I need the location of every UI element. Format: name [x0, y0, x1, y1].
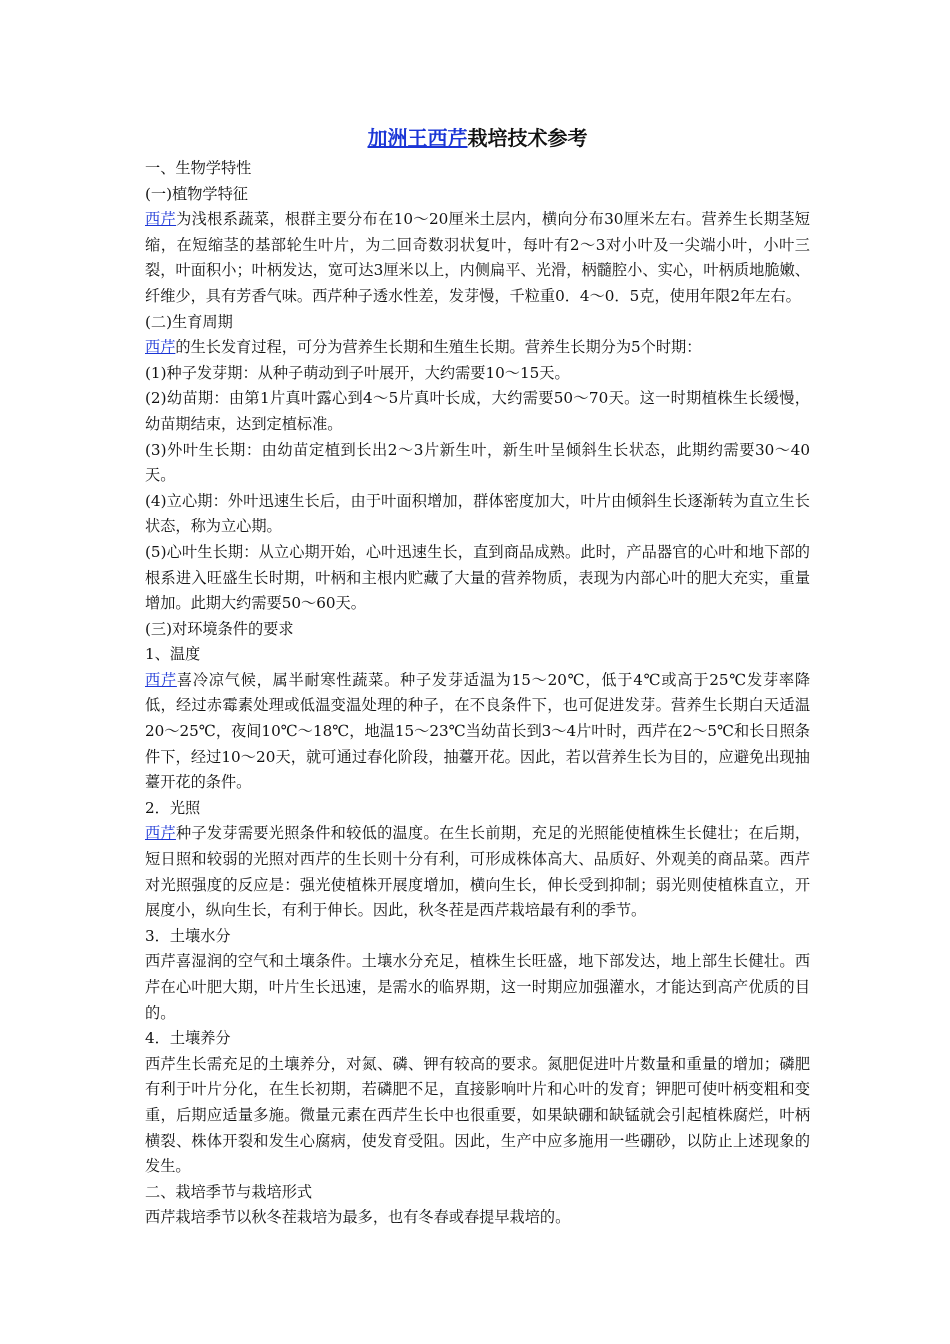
paragraph — [145, 540, 810, 617]
xiqin-link[interactable]: 西芹 — [145, 338, 176, 357]
title-link[interactable]: 加洲王西芹 — [367, 126, 468, 150]
paragraph-text: 2．光照 — [145, 798, 201, 817]
paragraph — [145, 386, 810, 437]
xiqin-link[interactable]: 西芹 — [145, 670, 177, 689]
paragraph — [145, 207, 810, 309]
paragraph-text: (一)植物学特征 — [145, 184, 248, 203]
document-body — [145, 156, 810, 1231]
paragraph-text: 西芹生长需充足的土壤养分，对氮、磷、钾有较高的要求。氮肥促进叶片数量和重量的增加；磷肥有利于叶片分化，在生长初期，若磷肥不足，直接影响叶片和心叶的发育；钾肥可使叶柄变粗和变重，后期应适量多施。微量元素在西芹生长中也很重要，如果缺硼和缺锰就会引起植株腐烂，叶柄横裂、株体开裂和发生心腐病，使发育受阻。因此，生产中应多施用一些硼砂，以防止上述现象的发生。 — [145, 1054, 810, 1176]
document-page — [145, 120, 810, 1231]
xiqin-link[interactable]: 西芹 — [145, 210, 177, 229]
paragraph — [145, 182, 810, 208]
paragraph-text: (5)心叶生长期：从立心期开始，心叶迅速生长，直到商品成熟。此时，产品器官的心叶和地下部的根系进入旺盛生长时期，叶柄和主根内贮藏了大量的营养物质，表现为内部心叶的肥大充实，重量增加。此期大约需要50～60天。 — [145, 542, 810, 613]
paragraph-text: 一、生物学特性 — [145, 159, 252, 177]
paragraph — [145, 1180, 810, 1206]
paragraph — [145, 924, 810, 950]
paragraph — [145, 1205, 810, 1231]
paragraph — [145, 617, 810, 643]
document-title — [145, 120, 810, 156]
paragraph-text: (三)对环境条件的要求 — [145, 619, 294, 638]
paragraph-text: 二、栽培季节与栽培形式 — [145, 1182, 313, 1201]
paragraph-text: (1)种子发芽期：从种子萌动到子叶展开，大约需要10～15天。 — [145, 363, 570, 382]
paragraph-text: (4)立心期：外叶迅速生长后，由于叶面积增加，群体密度加大，叶片由倾斜生长逐渐转为直立生长状态，称为立心期。 — [145, 491, 810, 536]
paragraph — [145, 335, 810, 361]
paragraph — [145, 489, 810, 540]
paragraph-text: (3)外叶生长期：由幼苗定植到长出2～3片新生叶，新生叶呈倾斜生长状态，此期约需要30～40天。 — [145, 440, 810, 485]
paragraph-text: 3．土壤水分 — [145, 926, 231, 945]
paragraph — [145, 1052, 810, 1180]
paragraph — [145, 1026, 810, 1052]
paragraph-text: 西芹喜湿润的空气和土壤条件。土壤水分充足，植株生长旺盛，地下部发达，地上部生长健壮。西芹在心叶肥大期，叶片生长迅速，是需水的临界期，这一时期应加强灌水，才能达到高产优质的目的。 — [145, 952, 810, 1022]
paragraph-text: 喜冷凉气候，属半耐寒性蔬菜。种子发芽适温为15～20℃，低于4℃或高于25℃发芽率降低，经过赤霉素处理或低温变温处理的种子，在不良条件下，也可促进发芽。营养生长期白天适温20～25℃，夜间10℃～18℃，地温15～23℃当幼苗长到3～4片叶时，西芹在2～5℃和长日照条件下，经过10～20天，就可通过春化阶段，抽薹开花。因此，若以营养生长为目的，应避免出现抽薹开花的条件。 — [145, 670, 811, 792]
paragraph — [145, 821, 810, 923]
paragraph-text: 为浅根系蔬菜，根群主要分布在10～20厘米土层内，横向分布30厘米左右。营养生长期茎短缩，在短缩茎的基部轮生叶片，为二回奇数羽状复叶，每叶有2～3对小叶及一尖端小叶，小叶三裂，叶面积小；叶柄发达，宽可达3厘米以上，内侧扁平、光滑，柄髓腔小、实心，叶柄质地脆嫩、纤维少，具有芳香气味。西芹种子透水性差，发芽慢，千粒重0．4～0．5克，使用年限2年左右。 — [145, 210, 810, 305]
xiqin-link[interactable]: 西芹 — [145, 824, 176, 843]
paragraph-text: 1、温度 — [145, 645, 201, 664]
paragraph-text: (2)幼苗期：由第1片真叶露心到4～5片真叶长成，大约需要50～70天。这一时期植株生长缓慢，幼苗期结束，达到定植标准。 — [145, 389, 810, 433]
paragraph-text: 的生长发育过程，可分为营养生长期和生殖生长期。营养生长期分为5个时期： — [175, 338, 702, 357]
paragraph — [145, 796, 810, 822]
paragraph — [145, 156, 810, 182]
paragraph-text: (二)生育周期 — [145, 312, 233, 331]
paragraph — [145, 668, 810, 796]
paragraph — [145, 642, 810, 668]
paragraph-text: 4．土壤养分 — [145, 1029, 231, 1048]
paragraph-text: 种子发芽需要光照条件和较低的温度。在生长前期，充足的光照能使植株生长健壮；在后期，短日照和较弱的光照对西芹的生长则十分有利，可形成株体高大、品质好、外观美的商品菜。西芹对光照强度的反应是：强光使植株开展度增加，横向生长，伸长受到抑制；弱光则使植株直立，开展度小，纵向生长，有利于伸长。因此，秋冬茬是西芹栽培最有利的季节。 — [145, 824, 811, 920]
title-rest: 栽培技术参考 — [467, 126, 588, 150]
paragraph-text: 西芹栽培季节以秋冬茬栽培为最多，也有冬春或春提早栽培的。 — [145, 1208, 571, 1227]
paragraph — [145, 361, 810, 387]
paragraph — [145, 310, 810, 336]
paragraph — [145, 949, 810, 1026]
paragraph — [145, 438, 810, 489]
